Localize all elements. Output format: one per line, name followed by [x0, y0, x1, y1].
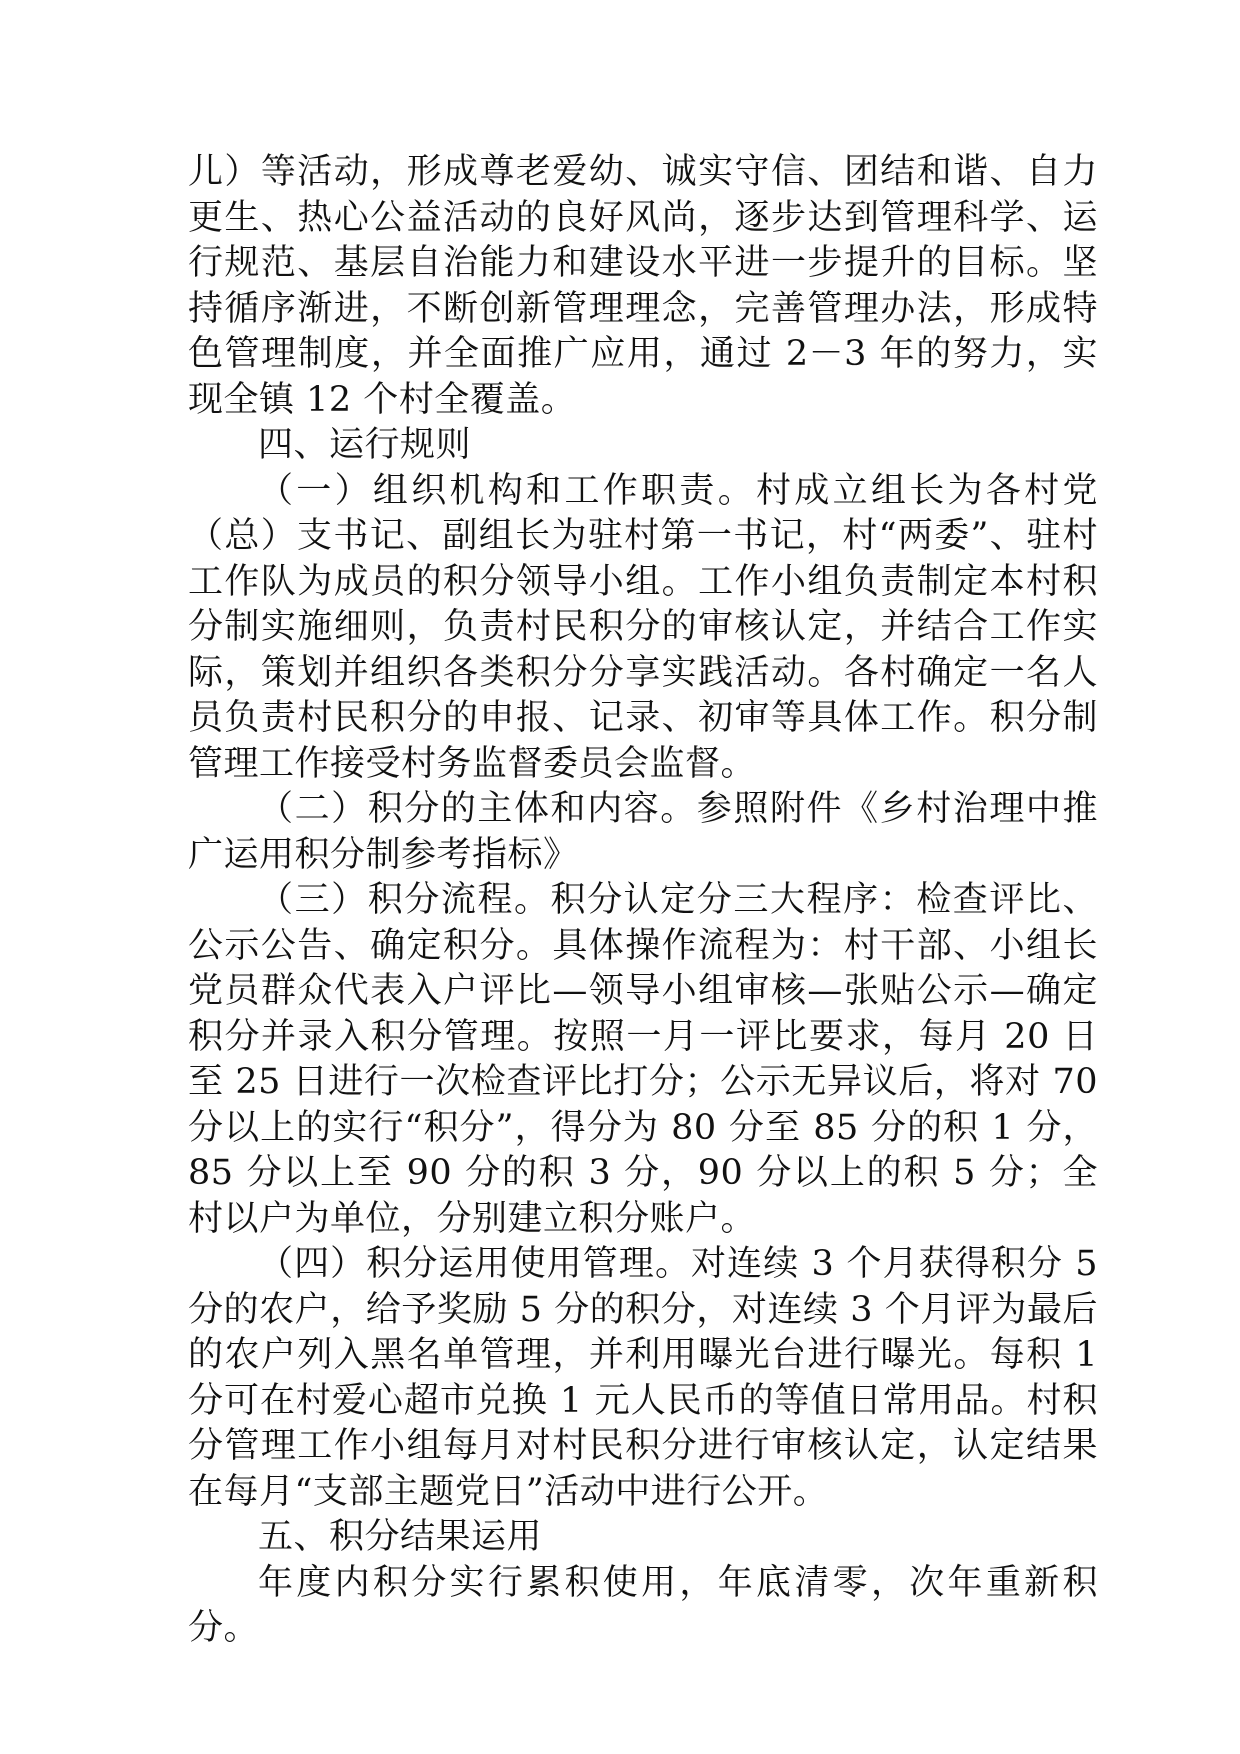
- document-page: [188, 150, 1098, 1652]
- paragraph-organization-duties: （一）组织机构和工作职责。村成立组长为各村党（总）支书记、副组长为驻村第一书记，村“两委”、驻村工作队为成员的积分领导小组。工作小组负责制定本村积分制实施细则，负责村民积分的审核认定，并结合工作实际，策划并组织各类积分分享实践活动。各村确定一名人员负责村民积分的申报、记录、初审等具体工作。积分制管理工作接受村务监督委员会监督。: [188, 470, 1098, 784]
- paragraph-annual-accumulation: 年度内积分实行累积使用，年底清零，次年重新积分。: [188, 1562, 1098, 1648]
- section-heading-operation-rules: 四、运行规则: [258, 425, 472, 465]
- paragraph-subject-content: （二）积分的主体和内容。参照附件《乡村治理中推广运用积分制参考指标》: [188, 789, 1098, 875]
- paragraph-points-usage: （四）积分运用使用管理。对连续 3 个月获得积分 5 分的农户，给予奖励 5 分的积分，对连续 3 个月评为最后的农户列入黑名单管理，并利用曝光台进行曝光。每积 1 分可在村爱心超市兑换 1 元人民币的等值日常用品。村积分管理工作小组每月对村民积分进行审核认定，认定结果在每月“支部主题党日”活动中进行公开。: [188, 1244, 1098, 1512]
- paragraph-continuation: 儿）等活动，形成尊老爱幼、诚实守信、团结和谐、自力更生、热心公益活动的良好风尚，逐步达到管理科学、运行规范、基层自治能力和建设水平进一步提升的目标。坚持循序渐进，不断创新管理理念，完善管理办法，形成特色管理制度，并全面推广应用，通过 2－3 年的努力，实现全镇 12 个村全覆盖。: [188, 152, 1098, 420]
- section-heading-results-usage: 五、积分结果运用: [258, 1517, 543, 1557]
- paragraph-points-process: （三）积分流程。积分认定分三大程序：检查评比、公示公告、确定积分。具体操作流程为：村干部、小组长党员群众代表入户评比—领导小组审核—张贴公示—确定积分并录入积分管理。按照一月一评比要求，每月 20 日至 25 日进行一次检查评比打分；公示无异议后，将对 70 分以上的实行“积分”，得分为 80 分至 85 分的积 1 分，85 分以上至 90 分的积 3 分，90 分以上的积 5 分；全村以户为单位，分别建立积分账户。: [188, 880, 1098, 1239]
